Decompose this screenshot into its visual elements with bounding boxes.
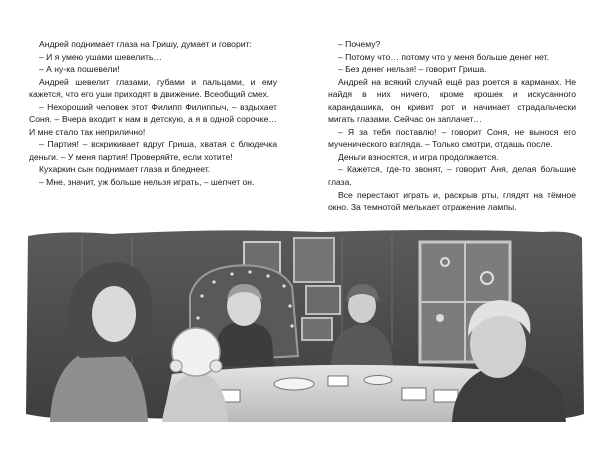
wall-picture (294, 238, 334, 282)
paragraph: – Я за тебя поставлю! – говорит Соня, не вынося его мученического взгляда. – Только смотри, отдашь после. (328, 126, 576, 150)
lotto-card (328, 376, 348, 386)
paragraph: – Почему? (338, 39, 381, 49)
paragraph: – И я умею ушами шевелить… (39, 51, 163, 62)
paragraph: – Кажется, где-то звонят, – говорит Аня, делая большие глаза. (328, 164, 576, 188)
saucer (364, 376, 392, 385)
paragraph: – Мне, значит, уж больше нельзя играть, – шепчет он. (39, 177, 255, 188)
paragraph: – А ну-ка пошевели! (39, 64, 120, 75)
paragraph: Деньги взносятся, и игра продолжается. (338, 151, 499, 162)
paragraph: – Без денег нельзя! – говорит Гриша. (338, 64, 487, 75)
paragraph: – Партия! – вскрикивает вдруг Гриша, хватая с блюдечка деньги. – У меня партия! Проверяйте, если хотите! (29, 139, 277, 162)
text-column-left (29, 38, 277, 189)
text-column-right (328, 38, 576, 214)
wall-picture (306, 286, 340, 314)
paragraph: Андрей поднимает глаза на Гришу, думает и говорит: (39, 39, 252, 49)
paragraph: Андрей на всякий случай ещё раз роется в карманах. Не найдя в них ничего, кроме крошек и искусанного карандашика, он кривит рот и начинает страдальчески мигать глазами. Сейчас он заплачет… (328, 76, 576, 125)
illustration-card-game (22, 226, 588, 426)
paragraph: Кухаркин сын поднимает глаза и бледнеет. (39, 164, 211, 175)
paragraph: Все перестают играть и, раскрыв рты, глядят на тёмное окно. За темнотой мелькает отражение лампы. (328, 189, 576, 213)
wall-picture (302, 318, 332, 340)
paragraph: – Нехороший человек этот Филипп Филиппыч, – вздыхает Соня. – Вчера входит к нам в детскую, а я в одной сорочке… И мне стало так неприлично! (29, 101, 277, 137)
saucer-with-coins (274, 378, 314, 390)
lotto-card (434, 390, 458, 402)
paragraph: Андрей шевелит глазами, губами и пальцами, и ему кажется, что его уши приходят в движение. Всеобщий смех. (29, 76, 277, 100)
paragraph: – Потому что… потому что у меня больше денег нет. (338, 51, 550, 62)
lotto-card (402, 388, 426, 400)
